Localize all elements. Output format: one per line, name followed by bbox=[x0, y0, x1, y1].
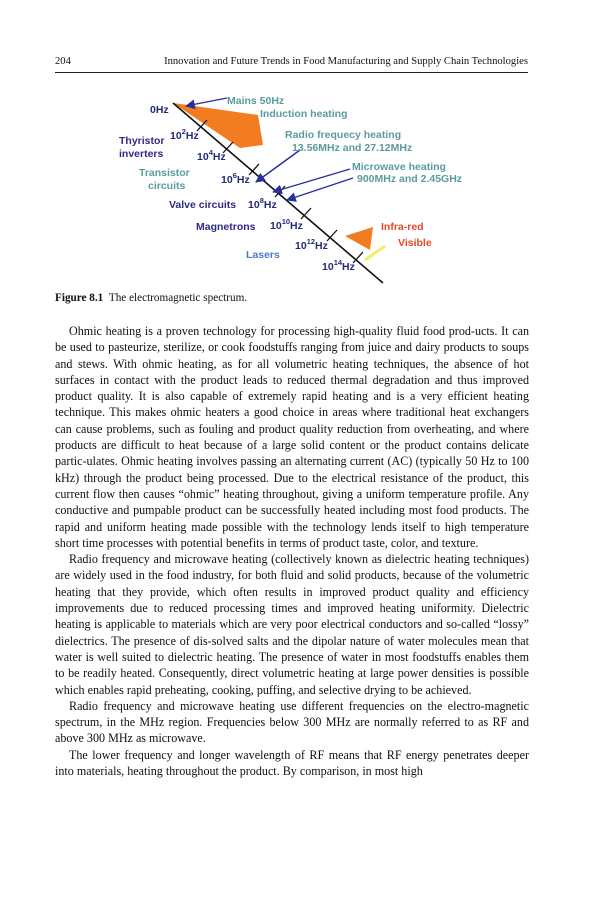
label-thyristor: Thyristor bbox=[119, 135, 165, 147]
body-text bbox=[55, 323, 529, 779]
label-rf-frequencies: 13.56MHz and 27.12MHz bbox=[292, 142, 413, 154]
infrared-band bbox=[345, 227, 373, 250]
label-mains: Mains 50Hz bbox=[227, 95, 285, 107]
rf-arrow bbox=[256, 150, 300, 182]
label-circuits: circuits bbox=[148, 180, 186, 192]
label-lasers: Lasers bbox=[246, 249, 280, 261]
header-rule bbox=[55, 72, 528, 73]
label-transistor: Transistor bbox=[139, 167, 190, 179]
paragraph-ohmic-heating: Ohmic heating is a proven technology for processing high-quality fluid food prod-ucts. It can be used to pasteurize, sterilize, or cook foodstuffs ranging from juice and dairy products to soups and stews. With ohmic heating, as for all volumetric heating techniques, the absence of hot surfaces in contact with the product leads to reduced thermal degradation and thus improved product quality. It is also capable of extremely rapid heating and is a very efficient heating technique. This makes ohmic heaters a good choice in areas where traditional heat exchangers can cause problems, such as fouling and product quality reduction from overheating, and where products are difficult to heat because of a large solid content or the product contains delicate partic-ulates. Ohmic heating involves passing an alternating current (AC) (typically 50 Hz to 100 kHz) through the product being processed. Due to the electrical resistance of the product, this current flow then causes “ohmic” heating throughout, giving a uniform temperature profile. Any conductive and pumpable product can be successfully heated including most food products. The rapid and uniform heating made possible with the technology lends itself to high temperature short time processes with potential benefits in terms of product taste, color, and texture. bbox=[55, 324, 529, 550]
caption-label: Figure 8.1 bbox=[55, 292, 104, 304]
label-infrared: Infra-red bbox=[381, 221, 424, 233]
label-magnetrons: Magnetrons bbox=[196, 221, 256, 233]
paragraph-dielectric-heating: Radio frequency and microwave heating (collectively known as dielectric heating techniques) are widely used in the food industry, for both fluid and solid products, because of the volumetric heating that they provide, which often results in improved product quality and efficiency improvements due to reduced processing times and improved heating uniformity. Dielectric heating is applicable to materials which are very poor electrical conductors and so-called “lossy” dielectrics. The presence of dis-solved salts and the dipolar nature of water molecules mean that water is well suited to dielectric heating. The presence of water in most foodstuffs enables them to be readily heated. Consequently, direct volumetric heating at large power densities is possible which enables rapid preheating, cooking, puffing, and selective drying to be achieved. bbox=[55, 552, 529, 697]
label-rf-heating: Radio frequecy heating bbox=[285, 129, 402, 141]
label-inverters: inverters bbox=[119, 148, 164, 160]
label-1e14hz: $10^{14}Hz$ bbox=[322, 258, 355, 273]
label-induction: Induction heating bbox=[260, 108, 348, 120]
figure-caption bbox=[55, 292, 528, 304]
label-1e8hz: $10^8Hz$ bbox=[248, 196, 277, 211]
microwave-arrow-1 bbox=[273, 169, 350, 192]
page-number: 204 bbox=[55, 56, 71, 67]
spectrum-diagram bbox=[55, 84, 528, 289]
label-1e12hz: $10^{12}Hz$ bbox=[295, 237, 328, 252]
paragraph-rf-microwave-frequencies: Radio frequency and microwave heating use different frequencies on the electro-magnetic spectrum, in the MHz region. Frequencies below 300 MHz are normally referred to as RF and above 300 MHz as microwave. bbox=[55, 698, 529, 746]
label-1e2hz: $10^2Hz$ bbox=[170, 127, 199, 142]
label-visible: Visible bbox=[398, 237, 432, 249]
label-1e4hz: $10^4Hz$ bbox=[197, 148, 226, 163]
label-microwave-frequencies: 900MHz and 2.45GHz bbox=[357, 173, 463, 185]
caption-text: The electromagnetic spectrum. bbox=[108, 292, 248, 304]
label-1e6hz: $10^6Hz$ bbox=[221, 171, 250, 186]
microwave-arrow-2 bbox=[287, 178, 353, 200]
electromagnetic-spectrum-figure bbox=[55, 84, 528, 289]
paragraph-rf-penetration: The lower frequency and longer wavelength of RF means that RF energy penetrates deeper into materials, heating throughout the product. By comparison, in most high bbox=[55, 747, 529, 779]
label-1e10hz: $10^{10}Hz$ bbox=[270, 217, 303, 232]
mains-arrow bbox=[186, 98, 227, 106]
running-title: Innovation and Future Trends in Food Manufacturing and Supply Chain Technologies bbox=[164, 56, 528, 67]
label-valve-circuits: Valve circuits bbox=[169, 199, 237, 211]
label-0hz: 0Hz bbox=[150, 104, 169, 116]
label-microwave-heating: Microwave heating bbox=[352, 161, 446, 173]
